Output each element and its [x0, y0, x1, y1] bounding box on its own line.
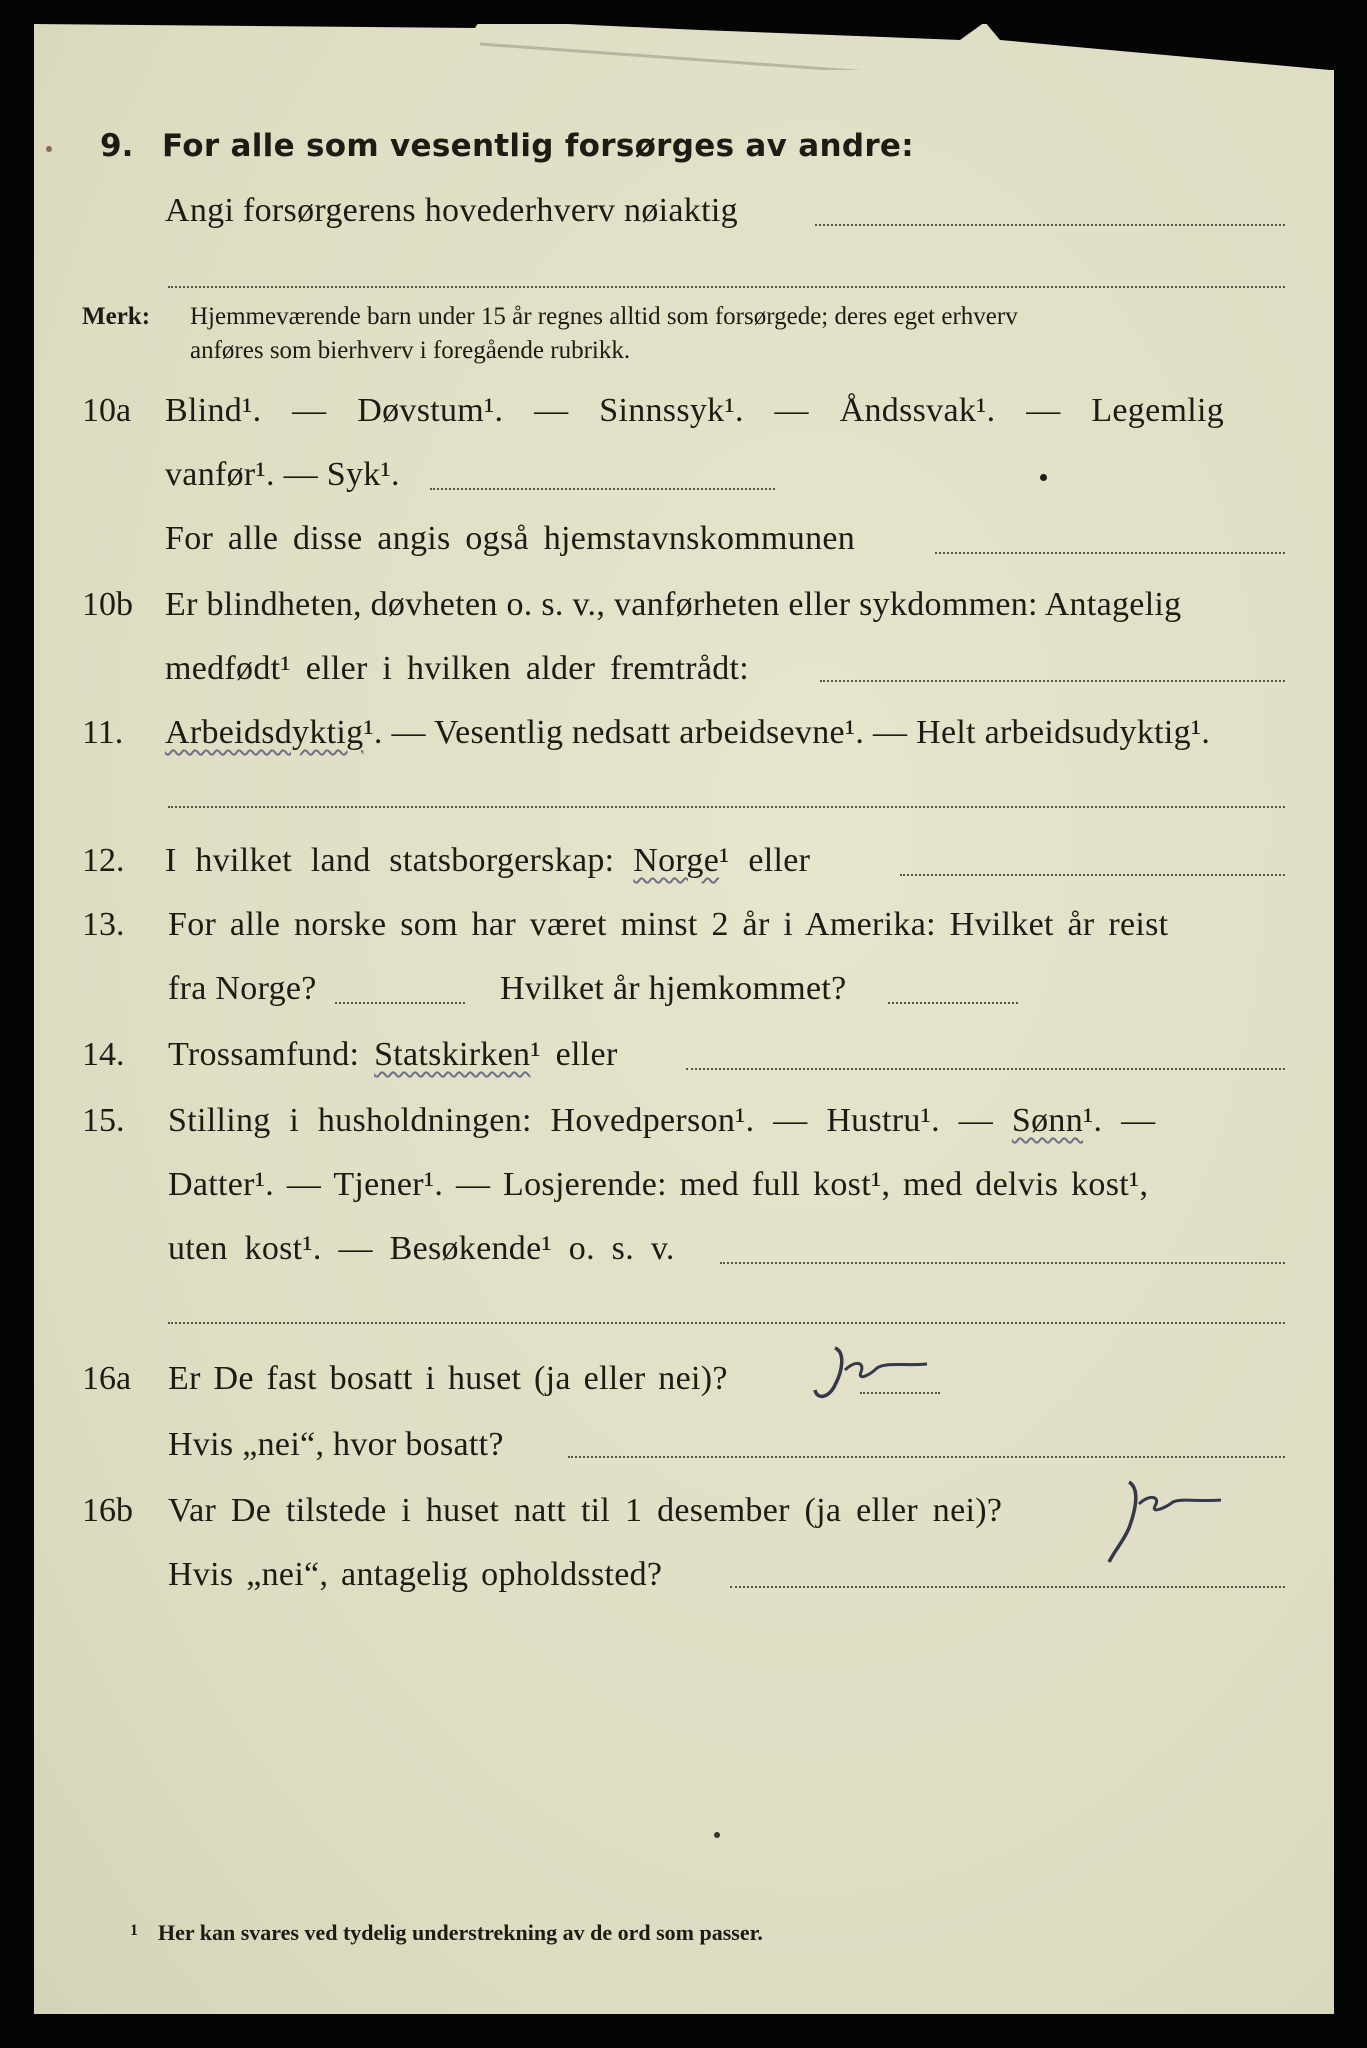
ink-dot [1040, 474, 1047, 481]
q16a-handwritten-answer[interactable] [805, 1340, 935, 1410]
q16b-number: 16b [82, 1492, 133, 1529]
q16b-line2: Hvis „nei“, antagelig opholdssted? [168, 1556, 663, 1593]
q9-answer-line[interactable] [815, 224, 1285, 226]
q15-number: 15. [82, 1102, 125, 1139]
q12-number: 12. [82, 842, 125, 879]
q16a-handwriting-ink [805, 1340, 935, 1410]
q10b-answer-line[interactable] [820, 680, 1285, 682]
q16a-bosatt-line[interactable] [568, 1456, 1285, 1458]
merk-label: Merk: [82, 303, 151, 330]
q9-number: 9. [100, 128, 134, 164]
q12-pre: I hvilket land statsborgerskap: [165, 842, 615, 879]
q13-hjemkommet-line[interactable] [888, 1002, 1018, 1004]
q10b-number: 10b [82, 586, 133, 623]
q12-post: ¹ eller [719, 842, 811, 879]
q12-option-norge[interactable]: Norge [633, 842, 720, 879]
q16a-answer-line[interactable] [860, 1392, 940, 1394]
q9-title: For alle som vesentlig forsørges av andre: [162, 128, 914, 164]
q16b-answer-text [1095, 1476, 1096, 1477]
torn-edge [0, 0, 1367, 70]
q15-line3: uten kost¹. — Besøkende¹ o. s. v. [168, 1230, 675, 1267]
q16b-handwritten-answer[interactable] [1095, 1476, 1225, 1566]
q14-answer-line[interactable] [686, 1068, 1285, 1070]
q10b-line2: medfødt¹ eller i hvilken alder fremtrådt: [165, 650, 750, 687]
footnote-text: Her kan svares ved tydelig understrekning av de ord som passer. [158, 1920, 763, 1945]
q10a-hjemstavn-line[interactable] [935, 552, 1285, 554]
q16b-handwriting-ink [1095, 1476, 1225, 1566]
q11-answer-line[interactable] [168, 806, 1285, 808]
q13-line2a: fra Norge? [168, 970, 317, 1007]
q11-option-arbeidsdyktig[interactable]: Arbeidsdyktig [165, 714, 364, 751]
q10a-syk-line[interactable] [430, 488, 775, 490]
q15-line1b: ¹. — [1083, 1102, 1156, 1139]
q14-option-statskirken[interactable]: Statskirken [374, 1036, 531, 1073]
q11-rest: ¹. — Vesentlig nedsatt arbeidsevne¹. — Helt arbeidsudyktig¹. [363, 714, 1211, 751]
merk-line2: anføres som bierhverv i foregående rubrikk. [190, 337, 631, 364]
q10a-line2: vanfør¹. — Syk¹. [165, 456, 400, 493]
ink-dot-2 [714, 1832, 720, 1838]
q10a-number: 10a [82, 392, 132, 429]
q13-reist-line[interactable] [335, 1002, 465, 1004]
q12-answer-line[interactable] [900, 874, 1285, 876]
q13-line2b: Hvilket år hjemkommet? [500, 970, 847, 1007]
merk-line1: Hjemmeværende barn under 15 år regnes alltid som forsørgede; deres eget erhverv [190, 303, 1018, 330]
q14-number: 14. [82, 1036, 125, 1073]
q14-post: ¹ eller [530, 1036, 618, 1073]
q11-line [165, 714, 1210, 752]
q14-pre: Trossamfund: [168, 1036, 360, 1073]
q13-line1: For alle norske som har været minst 2 år i Amerika: Hvilket år reist [168, 906, 1169, 943]
q10a-line1: Blind¹. — Døvstum¹. — Sinnssyk¹. — Åndssvak¹. — Legemlig [165, 392, 1225, 429]
q16a-number: 16a [82, 1360, 132, 1397]
q15-answer-line[interactable] [720, 1262, 1285, 1264]
q14-line [168, 1036, 618, 1074]
q11-number: 11. [82, 714, 124, 751]
footnote-mark: 1 [130, 1922, 138, 1939]
q10b-line1: Er blindheten, døvheten o. s. v., vanførheten eller sykdommen: Antagelig [165, 586, 1182, 623]
q16b-opholdssted-line[interactable] [730, 1586, 1285, 1588]
q16a-answer-text [805, 1340, 806, 1341]
q10a-line3: For alle disse angis også hjemstavnskommunen [165, 520, 856, 557]
q9-line2: Angi forsørgerens hovederhverv nøiaktig [165, 192, 738, 229]
q15-line1a: Stilling i husholdningen: Hovedperson¹. — Hustru¹. — [168, 1102, 994, 1139]
q16a-line1: Er De fast bosatt i huset (ja eller nei)? [168, 1360, 728, 1397]
q13-number: 13. [82, 906, 125, 943]
q9-answer-line-2[interactable] [168, 286, 1285, 288]
q15-option-sonn[interactable]: Sønn [1011, 1102, 1083, 1139]
q12-line [165, 842, 810, 880]
q15-line1 [168, 1102, 1155, 1140]
q16b-line1: Var De tilstede i huset natt til 1 desember (ja eller nei)? [168, 1492, 1003, 1529]
ink-mark [46, 146, 52, 152]
q16a-line2: Hvis „nei“, hvor bosatt? [168, 1426, 504, 1463]
q15-line2: Datter¹. — Tjener¹. — Losjerende: med full kost¹, med delvis kost¹, [168, 1166, 1149, 1203]
q15-answer-line-2[interactable] [168, 1322, 1285, 1324]
